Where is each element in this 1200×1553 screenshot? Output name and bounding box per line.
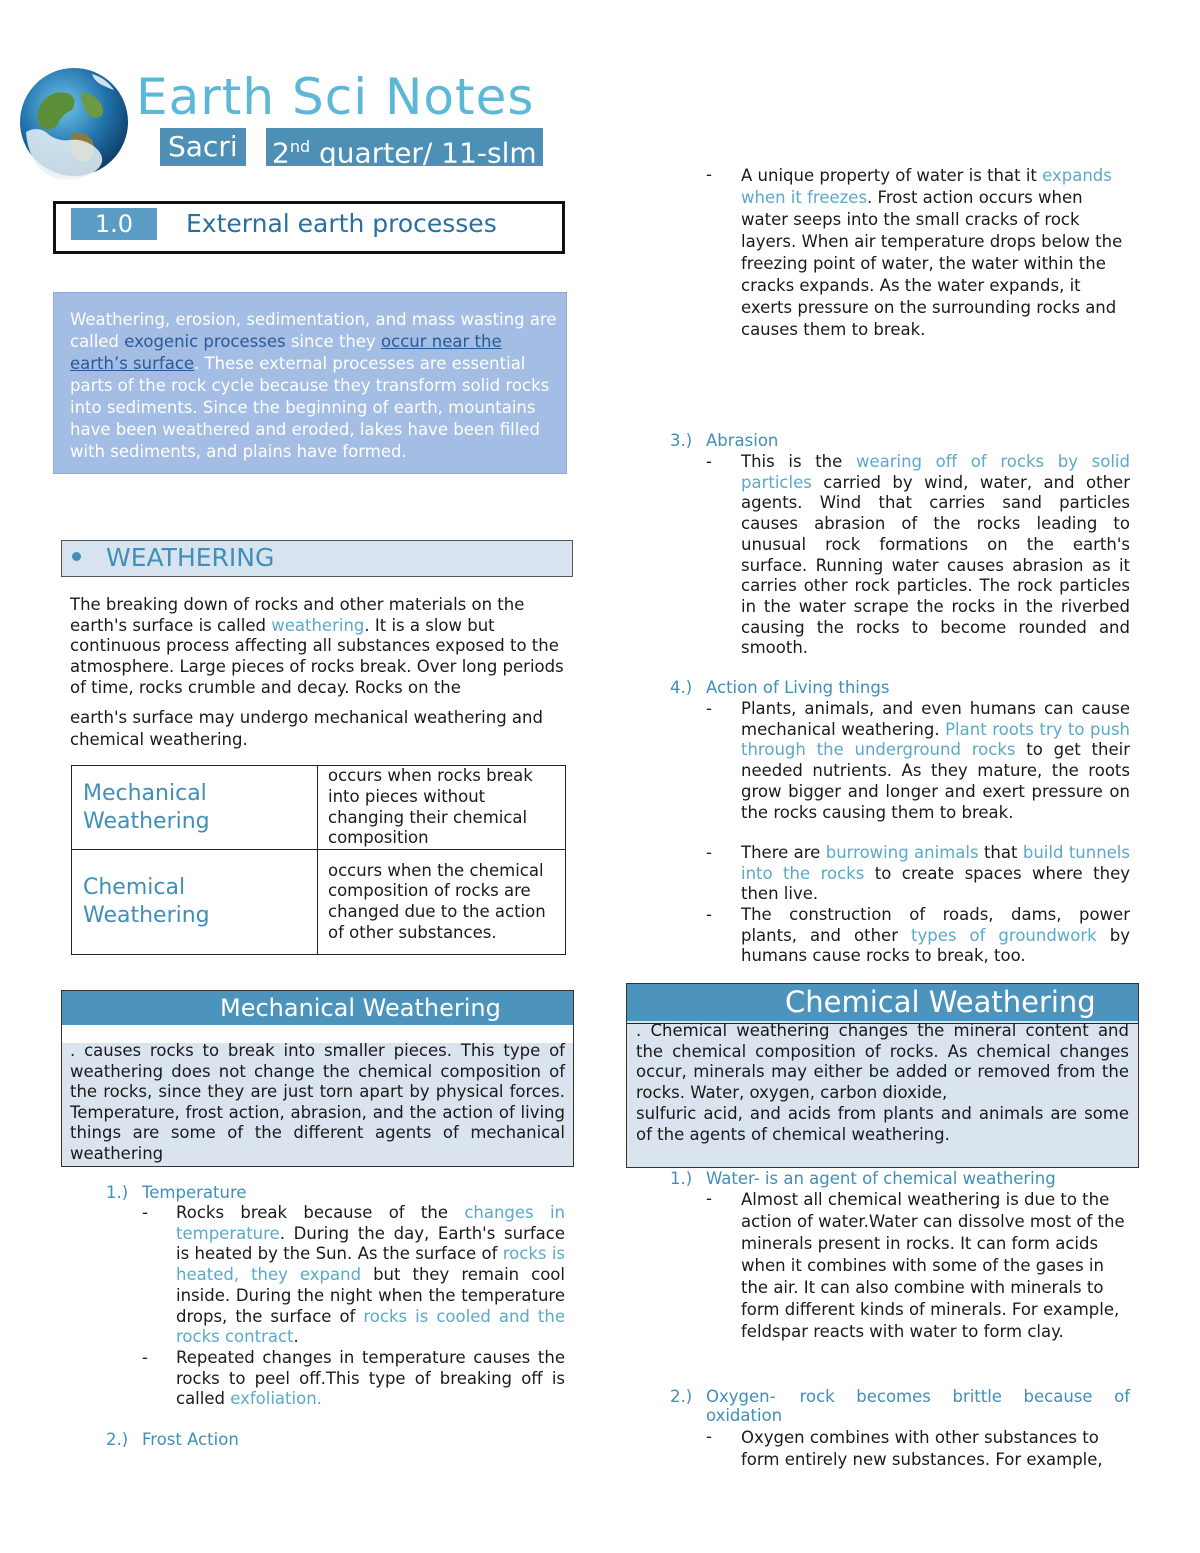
- list-item-water: [670, 1169, 1056, 1188]
- chemical-heading: Chemical Weathering: [785, 985, 1096, 1019]
- dash-icon: -: [706, 1189, 712, 1208]
- list-item-frost: [106, 1430, 239, 1449]
- chemical-text-2: sulfuric acid, and acids from plants and animals are some of the agents of chemical weathering.: [636, 1103, 1129, 1144]
- bullet-text: Plants, animals, and even humans can cause mechanical weathering.: [741, 699, 1130, 739]
- dash-icon: -: [706, 843, 712, 862]
- table-cell-type: Mechanical Weathering: [72, 766, 318, 850]
- weathering-types-table: [71, 765, 566, 955]
- highlight-text: exfoliation.: [230, 1389, 322, 1409]
- list-label-cont-2: oxidation: [706, 1406, 783, 1425]
- dash-icon: -: [706, 905, 712, 924]
- highlight-text: burrowing animals: [825, 843, 979, 862]
- table-cell-type: Chemical Weathering: [72, 850, 318, 955]
- exogenic-term: exogenic processes: [124, 332, 286, 351]
- bullet-text: but they remain cool inside. During the night when the temperature drops, the surface of: [176, 1265, 565, 1326]
- temperature-bullet-1: [176, 1203, 565, 1348]
- list-number: 3.): [670, 431, 693, 450]
- living-bullet-1: [741, 699, 1130, 823]
- living-bullet-3: [741, 905, 1130, 967]
- bullet-icon: [72, 552, 81, 561]
- dash-icon: -: [142, 1348, 148, 1367]
- intro-part: since they: [285, 332, 382, 351]
- bullet-text: to create spaces where they then live.: [741, 863, 1130, 904]
- living-bullet-2: [741, 843, 1130, 905]
- list-number: 4.): [670, 678, 693, 697]
- list-number: 1.): [106, 1183, 129, 1202]
- highlight-text: Plant roots try to push through the underground rocks: [741, 719, 1131, 760]
- list-item-oxygen: [670, 1387, 1130, 1425]
- section-title: External earth processes: [186, 209, 497, 238]
- highlight-text: rocks is heated, they expand: [176, 1244, 565, 1285]
- bullet-text: Repeated changes in temperature causes the rocks to peel off.This type of breaking off is called: [176, 1348, 565, 1409]
- earth-globe-image: [12, 62, 134, 184]
- dash-icon: -: [706, 699, 712, 718]
- chemical-text-1: . Chemical weathering changes the mineral content and the chemical composition of rocks. As chemical changes occur, minerals may either be added or removed from the rocks. Water, oxygen, carbon dioxide,: [636, 1021, 1129, 1103]
- bullet-text: The construction of roads, dams, power plants, and other: [741, 905, 1130, 945]
- bullet-text: Rocks break because of the: [176, 1203, 465, 1222]
- dash-icon: -: [706, 1427, 712, 1446]
- abrasion-bullet: [741, 452, 1130, 659]
- list-label: Frost Action: [142, 1430, 239, 1449]
- temperature-bullet-2: [176, 1348, 565, 1410]
- page-title: Earth Sci Notes: [136, 68, 535, 126]
- bullet-text: carried by wind, water, and other agents. Wind that carries sand particles causes abrasion of the rocks leading to unusual rock formations on the earth's surface. Running water causes abrasion as it carries other rock particles. The rock particles in the water scrape the rocks in the riverbed causing the rocks to become rounded and smooth.: [741, 472, 1130, 658]
- bullet-text: This is the: [741, 452, 856, 471]
- dash-icon: -: [706, 452, 712, 471]
- weathering-heading: WEATHERING: [106, 543, 275, 572]
- list-number: 2.): [106, 1430, 129, 1449]
- list-item-living: [670, 678, 889, 697]
- weathering-paragraph: [70, 595, 566, 699]
- mechanical-text: . causes rocks to break into smaller pieces. This type of weathering does not change the chemical composition of the rocks, since they are just torn apart by physical forces. Temperature, frost action, abrasion, and the action of living things are some of the different agents of mechanical weathering: [70, 1041, 565, 1163]
- weathering-term: weathering: [271, 615, 365, 635]
- table-cell-desc: occurs when rocks break into pieces without changing their chemical composition: [318, 766, 566, 850]
- list-label: Temperature: [142, 1183, 247, 1202]
- bullet-text: . During the day, Earth's surface is heated by the Sun. As the surface of: [176, 1223, 565, 1264]
- list-item-temperature: [106, 1183, 247, 1202]
- occur-near-term: occur near the earth’s surface: [70, 332, 502, 373]
- highlight-text: rocks is cooled and the rocks contract: [176, 1306, 565, 1347]
- dash-icon: -: [142, 1203, 148, 1222]
- highlight-text: build tunnels into the rocks: [741, 843, 1130, 883]
- table-row: [72, 850, 566, 955]
- water-bullet: Almost all chemical weathering is due to the action of water.Water can dissolve most of the minerals present in rocks. It can form acids when it combines with some of the gases in the air. It can also combine with minerals to form different kinds of minerals. For example, feldspar reacts with water to form clay.: [741, 1190, 1125, 1341]
- list-item-abrasion: [670, 431, 778, 450]
- bullet-text: There are: [741, 843, 826, 862]
- frost-action-detail: [741, 165, 1133, 341]
- weathering-text: The breaking down of rocks and other materials on the earth's surface is called: [70, 595, 525, 635]
- section-number: 1.0: [71, 208, 157, 240]
- dash-icon: -: [706, 165, 712, 184]
- table-cell-desc: occurs when the chemical composition of rocks are changed due to the action of other substances.: [318, 850, 566, 955]
- bullet-text: to get their needed nutrients. As they mature, the roots grow bigger and longer and exert pressure on the rocks causing them to break.: [741, 740, 1131, 822]
- oxygen-bullet: Oxygen combines with other substances to form entirely new substances. For example,: [741, 1428, 1103, 1469]
- intro-part: . These external processes are essential parts of the rock cycle because they transform solid rocks into sediments. Since the beginning of earth, mountains have been weathered and eroded, lakes have been filled with sediments, and plains have formed.: [70, 354, 550, 461]
- highlight-text: types of groundwork: [911, 925, 1097, 945]
- quarter-tag: [266, 128, 543, 170]
- bullet-text: . Frost action occurs when water seeps into the small cracks of rock layers. When air temperature drops below the freezing point of water, the water within the cracks expands. As the water expands, it exerts pressure on the surrounding rocks and causes them to break.: [741, 188, 1123, 339]
- list-label: Oxygen-: [706, 1387, 776, 1406]
- list-label-cont: rock becomes brittle because of: [799, 1387, 1130, 1406]
- list-label: Water- is an agent of chemical weathering: [706, 1169, 1056, 1188]
- list-number: 2.): [670, 1387, 693, 1406]
- bullet-text: by humans cause rocks to break, too.: [741, 925, 1130, 966]
- weathering-paragraph-2: earth's surface may undergo mechanical weathering and chemical weathering.: [70, 708, 543, 749]
- list-label: Abrasion: [706, 431, 779, 450]
- author-tag: Sacri: [160, 128, 246, 166]
- intro-part: Weathering, erosion, sedimentation, and mass wasting are called: [70, 310, 557, 351]
- bullet-text: A unique property of water is that it: [741, 166, 1043, 185]
- quarter-number: 2: [272, 136, 290, 170]
- list-label: Action of Living things: [706, 678, 890, 697]
- quarter-ordinal: nd: [289, 137, 311, 156]
- highlight-text: expands when it freezes: [741, 166, 1112, 207]
- quarter-section: quarter/ 11-slm: [310, 136, 537, 170]
- highlight-text: wearing off of rocks by solid particles: [741, 452, 1130, 492]
- chemical-text: [636, 1021, 1129, 1145]
- weathering-text: . It is a slow but continuous process affecting all substances exposed to the atmosphere. Large pieces of rocks break. Over long periods of time, rocks crumble and decay. Rocks on the: [70, 615, 564, 697]
- intro-text: [70, 309, 560, 475]
- highlight-text: changes in temperature: [176, 1203, 565, 1243]
- bullet-text: .: [293, 1327, 299, 1347]
- list-number: 1.): [670, 1169, 693, 1188]
- table-row: [72, 766, 566, 850]
- mechanical-heading: Mechanical Weathering: [220, 994, 501, 1022]
- bullet-text: that: [978, 843, 1023, 862]
